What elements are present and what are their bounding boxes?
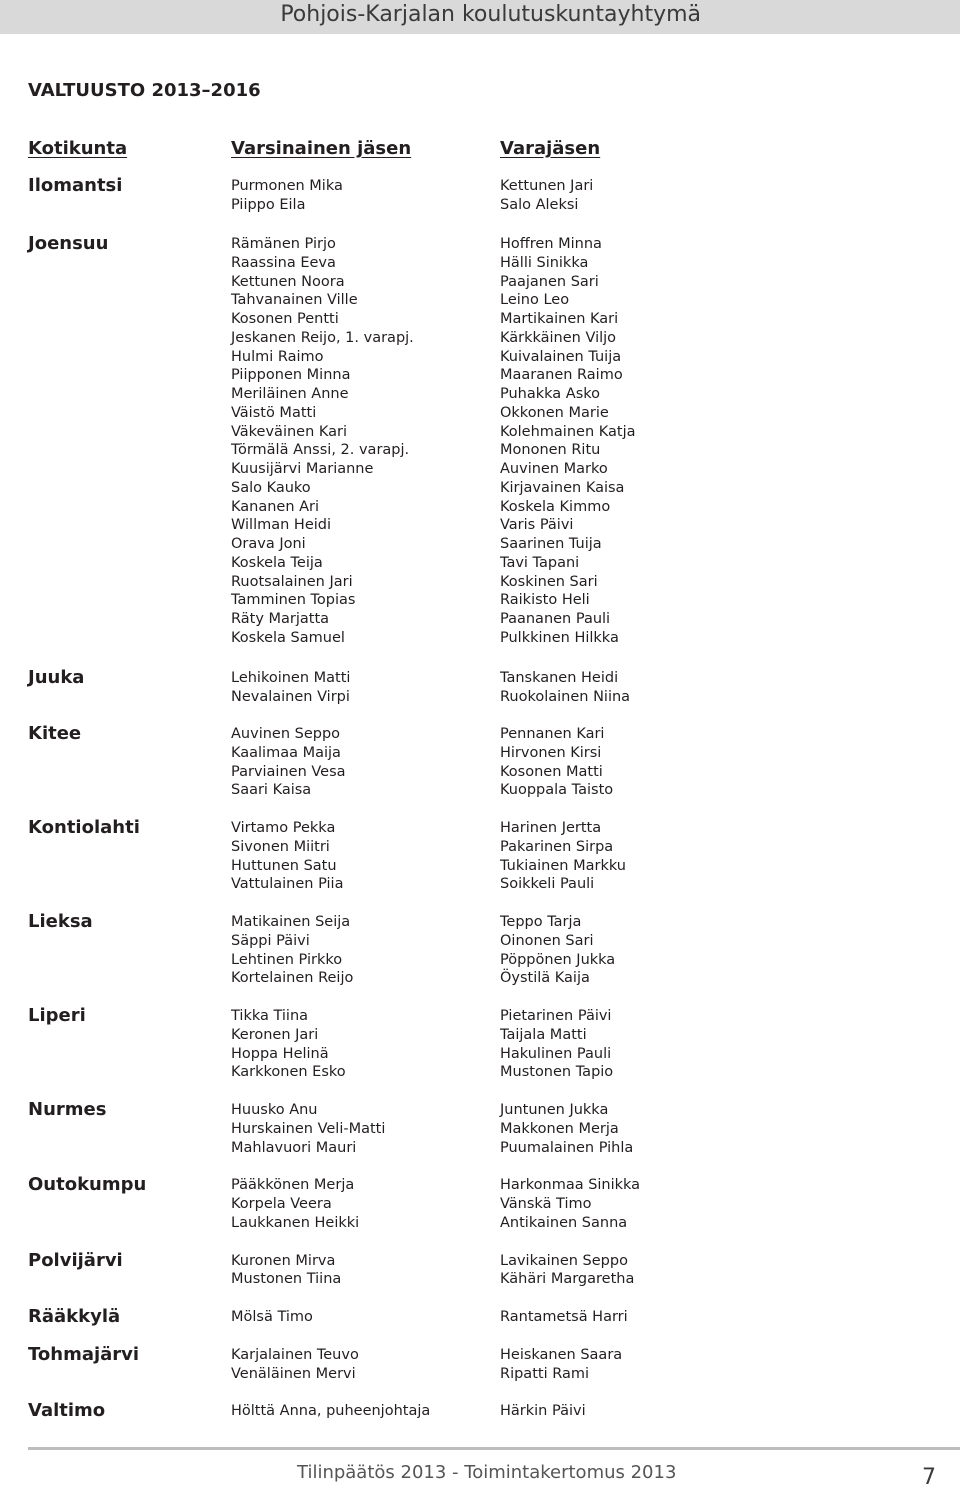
municipality-name: Juuka [28,667,85,688]
member-name: Kananen Ari [231,498,320,515]
member-row [0,1308,960,1327]
municipality-group [0,725,960,800]
member-name: Kuusijärvi Marianne [231,461,374,477]
deputy-name: Varis Päivi [500,517,574,534]
member-name: Venäläinen Mervi [231,1365,356,1382]
member-row [0,763,960,782]
member-name: Lehikoinen Matti [231,670,351,686]
municipality-group [0,913,960,988]
deputy-name: Kosonen Matti [500,763,603,780]
member-row [0,516,960,535]
member-row [0,329,960,348]
footer-divider [28,1447,960,1450]
member-name: Hölttä Anna, puheenjohtaja [231,1403,431,1420]
deputy-name: Saarinen Tuija [500,536,602,552]
member-name: Kaalimaa Maija [231,744,341,761]
member-row [0,744,960,763]
municipality-name: Kontiolahti [28,817,140,838]
member-name: Pääkkönen Merja [231,1177,355,1194]
member-name: Orava Joni [231,536,306,552]
deputy-name: Harkonmaa Sinikka [500,1177,641,1194]
member-name: Huttunen Satu [231,857,337,874]
member-name: Tamminen Topias [231,592,356,609]
deputy-name: Okkonen Marie [500,404,609,421]
member-row [0,838,960,857]
municipality-name: Lieksa [28,911,93,932]
column-header-municipality: Kotikunta [28,138,128,159]
member-row [0,1343,960,1365]
member-row [0,725,960,744]
member-row [0,1120,960,1139]
member-name: Räty Marjatta [231,611,330,627]
member-name: Mustonen Tiina [231,1271,342,1288]
member-row [0,235,960,254]
member-row [0,273,960,292]
deputy-name: Puumalainen Pihla [500,1139,634,1156]
member-name: Jeskanen Reijo, 1. varapj. [231,329,414,346]
member-name: Keronen Jari [231,1026,319,1043]
member-row [0,479,960,498]
member-name: Virtamo Pekka [231,820,336,836]
municipality-group [0,1343,960,1384]
member-name: Auvinen Seppo [231,726,341,742]
member-row [0,348,960,367]
deputy-name: Mustonen Tapio [500,1064,614,1081]
member-name: Purmonen Mika [231,178,343,194]
municipality-name: Tohmajärvi [28,1343,140,1365]
deputy-name: Mononen Ritu [500,442,601,459]
member-row [0,177,960,196]
deputy-name: Pakarinen Sirpa [500,838,614,855]
member-name: Tahvanainen Ville [231,292,358,309]
deputy-name: Paajanen Sari [500,273,599,290]
member-name: Säppi Päivi [231,932,310,949]
member-row [0,951,960,970]
member-name: Hulmi Raimo [231,348,324,365]
member-row [0,1026,960,1045]
member-name: Raassina Eeva [231,254,336,271]
deputy-name: Ruokolainen Niina [500,688,631,705]
deputy-name: Harinen Jertta [500,820,602,836]
municipality-group [0,819,960,894]
column-header-member: Varsinainen jäsen [231,138,412,159]
deputy-name: Kirjavainen Kaisa [500,479,625,496]
deputy-name: Oinonen Sari [500,932,594,949]
member-name: Lehtinen Pirkko [231,951,343,968]
deputy-name: Makkonen Merja [500,1120,619,1137]
member-name: Hurskainen Veli-Matti [231,1120,386,1137]
footer-text: Tilinpäätös 2013 - Toimintakertomus 2013 [297,1462,677,1483]
deputy-name: Pulkkinen Hilkka [500,629,619,646]
member-row [0,1007,960,1026]
member-name: Tikka Tiina [231,1008,309,1024]
member-name: Väistö Matti [231,404,317,421]
municipality-group [0,1176,960,1232]
municipality-group [0,1402,960,1421]
deputy-name: Hirvonen Kirsi [500,744,602,761]
member-name: Willman Heidi [231,517,331,534]
deputy-name: Pennanen Kari [500,726,605,742]
municipality-name: Nurmes [28,1099,107,1120]
deputy-name: Paananen Pauli [500,611,611,627]
member-row [0,1195,960,1214]
council-member-list [0,177,960,1421]
municipality-group [0,1007,960,1082]
member-row [0,460,960,479]
member-row [0,535,960,554]
member-name: Karkkonen Esko [231,1064,346,1081]
deputy-name: Tanskanen Heidi [500,670,619,686]
deputy-name: Antikainen Sanna [500,1214,628,1231]
member-row [0,610,960,629]
member-name: Rämänen Pirjo [231,236,336,252]
municipality-name: Joensuu [28,233,109,254]
deputy-name: Teppo Tarja [500,914,582,930]
deputy-name: Koskinen Sari [500,573,598,590]
deputy-name: Kähäri Margaretha [500,1271,635,1288]
member-row [0,669,960,688]
member-name: Salo Kauko [231,479,311,496]
deputy-name: Martikainen Kari [500,311,619,327]
deputy-name: Kettunen Jari [500,178,594,194]
member-row [0,1045,960,1064]
deputy-name: Hoffren Minna [500,236,602,252]
member-name: Meriläinen Anne [231,386,349,402]
member-row [0,1176,960,1195]
municipality-group [0,1101,960,1157]
deputy-name: Tukiainen Markku [500,857,626,874]
member-name: Laukkanen Heikki [231,1214,360,1231]
member-name: Mölsä Timo [231,1309,313,1325]
municipality-group [0,1249,960,1290]
deputy-name: Vänskä Timo [500,1196,592,1212]
member-name: Ruotsalainen Jari [231,573,353,590]
deputy-name: Pöppönen Jukka [500,951,616,968]
deputy-name: Koskela Kimmo [500,498,611,515]
member-row [0,857,960,876]
deputy-name: Kolehmainen Katja [500,423,636,440]
column-header-deputy: Varajäsen [500,138,601,159]
municipality-name: Rääkkylä [28,1306,121,1327]
municipality-group [0,177,960,215]
member-row [0,573,960,592]
page-number: 7 [922,1465,936,1490]
deputy-name: Rantametsä Harri [500,1309,628,1325]
member-row [0,254,960,273]
member-row [0,629,960,648]
member-row [0,385,960,404]
organization-name: Pohjois-Karjalan koulutuskuntayhtymä [280,2,701,27]
deputy-name: Puhakka Asko [500,386,601,402]
member-row [0,932,960,951]
municipality-name: Polvijärvi [28,1249,123,1271]
member-row [0,591,960,610]
municipality-group [0,1308,960,1327]
municipality-name: Valtimo [28,1400,106,1422]
deputy-name: Raikisto Heli [500,592,590,609]
member-name: Karjalainen Teuvo [231,1346,359,1363]
deputy-name: Kuivalainen Tuija [500,348,622,365]
member-name: Vattulainen Piia [231,876,344,893]
member-name: Piipponen Minna [231,367,351,384]
member-row [0,781,960,800]
member-name: Väkeväinen Kari [231,423,348,440]
municipality-name: Outokumpu [28,1174,147,1196]
deputy-name: Kuoppala Taisto [500,782,614,799]
member-name: Matikainen Seija [231,914,351,930]
member-name: Törmälä Anssi, 2. varapj. [231,442,410,459]
municipality-name: Ilomantsi [28,175,123,196]
member-name: Saari Kaisa [231,782,312,799]
deputy-name: Taijala Matti [500,1026,587,1043]
deputy-name: Heiskanen Saara [500,1346,623,1363]
member-name: Nevalainen Virpi [231,688,350,705]
member-row [0,441,960,460]
member-row [0,969,960,988]
member-row [0,1139,960,1158]
member-name: Mahlavuori Mauri [231,1139,357,1156]
deputy-name: Hälli Sinikka [500,254,589,271]
member-row [0,819,960,838]
member-name: Piippo Eila [231,196,306,213]
member-row [0,1214,960,1233]
member-row [0,1270,960,1289]
member-row [0,1402,960,1421]
deputy-name: Tavi Tapani [500,554,580,571]
member-name: Parviainen Vesa [231,763,346,780]
member-name: Korpela Veera [231,1196,332,1212]
member-name: Kosonen Pentti [231,311,339,327]
member-name: Koskela Samuel [231,629,345,646]
member-row [0,1101,960,1120]
deputy-name: Auvinen Marko [500,461,608,477]
deputy-name: Salo Aleksi [500,196,579,213]
deputy-name: Maaranen Raimo [500,367,623,384]
member-name: Hoppa Helinä [231,1045,329,1062]
deputy-name: Öystilä Kaija [500,970,590,987]
member-row [0,196,960,215]
member-row [0,404,960,423]
deputy-name: Leino Leo [500,292,570,309]
member-row [0,1249,960,1271]
member-name: Sivonen Miitri [231,838,330,855]
member-row [0,688,960,707]
deputy-name: Härkin Päivi [500,1403,586,1420]
member-row [0,875,960,894]
member-name: Huusko Anu [231,1102,318,1118]
deputy-name: Juntunen Jukka [500,1102,609,1118]
deputy-name: Hakulinen Pauli [500,1045,612,1062]
member-name: Kuronen Mirva [231,1252,336,1269]
deputy-name: Kärkkäinen Viljo [500,329,617,346]
member-row [0,498,960,517]
member-name: Kettunen Noora [231,273,345,290]
deputy-name: Ripatti Rami [500,1365,589,1382]
page-title: VALTUUSTO 2013–2016 [28,80,261,101]
member-name: Koskela Teija [231,554,323,571]
header-band [0,0,960,34]
deputy-name: Soikkeli Pauli [500,876,595,893]
deputy-name: Pietarinen Päivi [500,1008,612,1024]
municipality-name: Liperi [28,1005,86,1026]
member-row [0,366,960,385]
member-row [0,291,960,310]
member-row [0,310,960,329]
municipality-group [0,669,960,707]
member-name: Kortelainen Reijo [231,970,354,987]
member-row [0,1063,960,1082]
municipality-group [0,235,960,648]
municipality-name: Kitee [28,723,82,744]
member-row [0,1365,960,1384]
member-row [0,913,960,932]
member-row [0,554,960,573]
deputy-name: Lavikainen Seppo [500,1252,628,1269]
member-row [0,423,960,442]
